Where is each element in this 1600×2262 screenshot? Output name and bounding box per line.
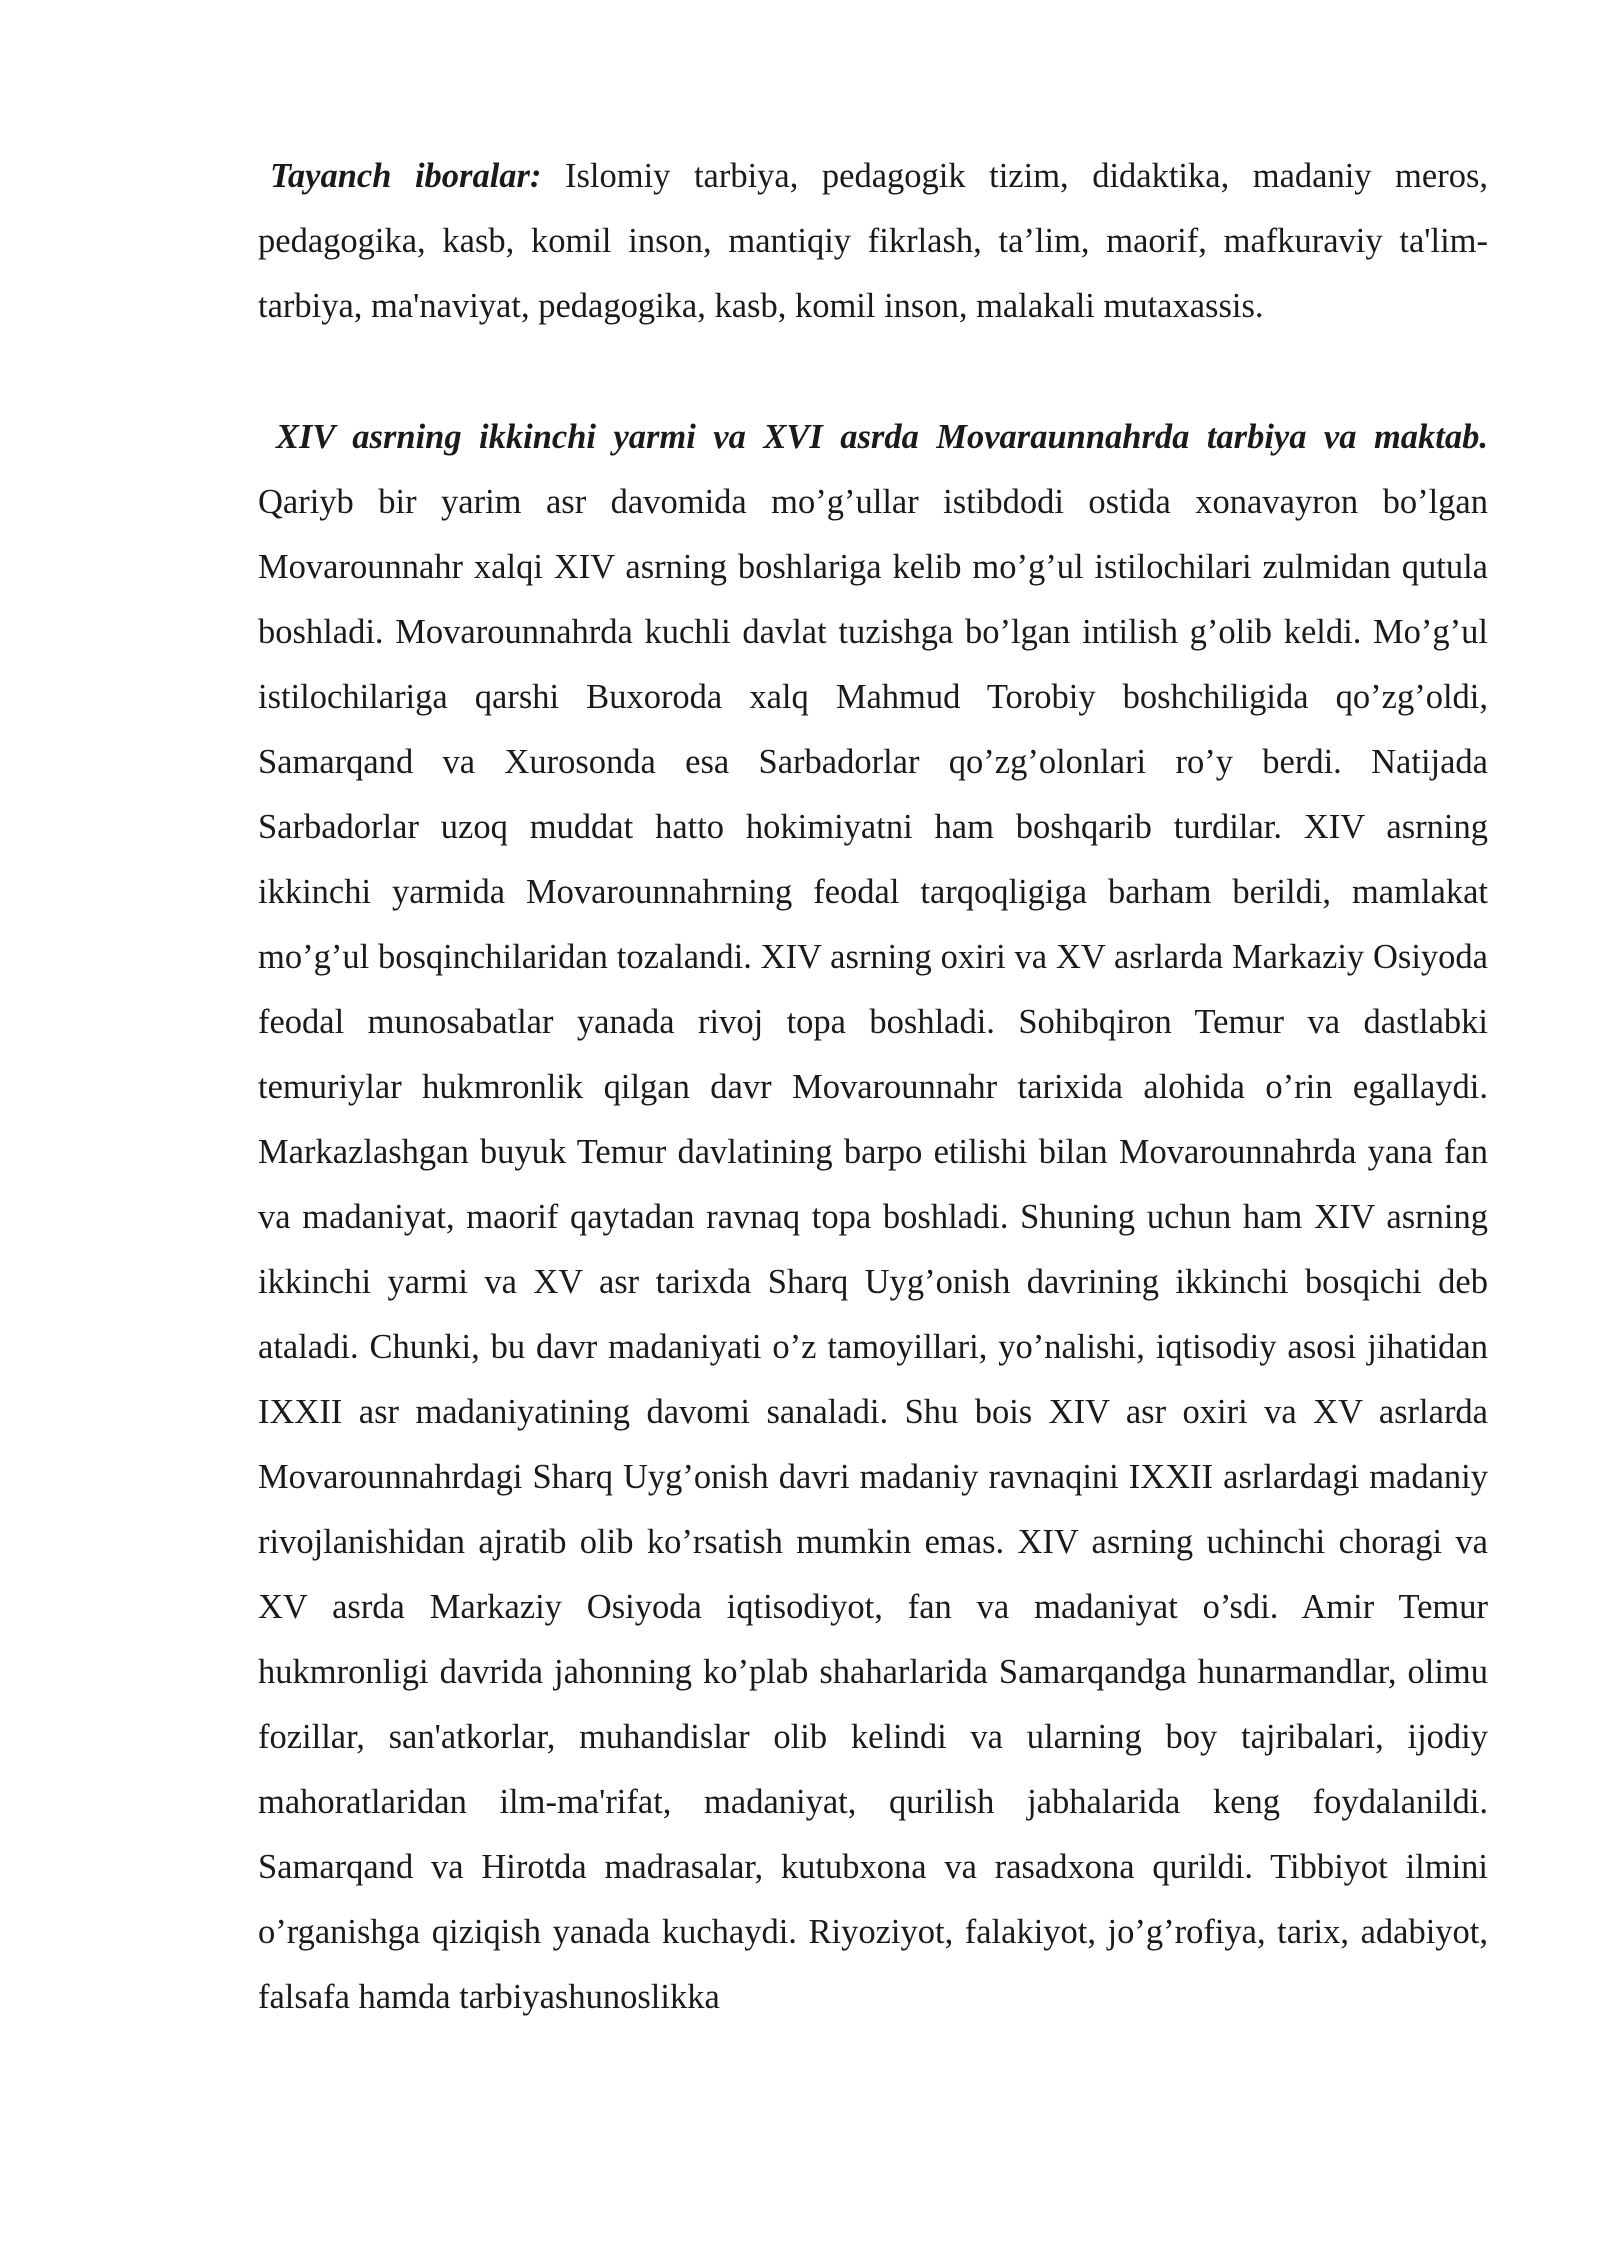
keywords-paragraph <box>258 144 1488 339</box>
keywords-label: Tayanch iboralar: <box>270 157 542 195</box>
section-body: Qariyb bir yarim asr davomida mo’g’ullar istibdodi ostida xonavayron bo’lgan Movarounnahr xalqi XIV asrning boshlariga kelib mo’g’ul istilochilari zulmidan qutula boshladi. Movarounnahrda kuchli davlat tuzishga bo’lgan intilish g’olib keldi. Mo’g’ul istilochilariga qarshi Buxoroda xalq Mahmud Torobiy boshchiligida qo’zg’oldi, Samarqand va Xurosonda esa Sarbadorlar qo’zg’olonlari ro’y berdi. Natijada Sarbadorlar uzoq muddat hatto hokimiyatni ham boshqarib turdilar. XIV asrning ikkinchi yarmida Movarounnahrning feodal tarqoqligiga barham berildi, mamlakat mo’g’ul bosqinchilaridan tozalandi. XIV asrning oxiri va XV asrlarda Markaziy Osiyoda feodal munosabatlar yanada rivoj topa boshladi. Sohibqiron Temur va dastlabki temuriylar hukmronlik qilgan davr Movarounnahr tarixida alohida o’rin egallaydi. Markazlashgan buyuk Temur davlatining barpo etilishi bilan Movarounnahrda yana fan va madaniyat, maorif qaytadan ravnaq topa boshladi. Shuning uchun ham XIV asrning ikkinchi yarmi va XV asr tarixda Sharq Uyg’onish davrining ikkinchi bosqichi deb ataladi. Chunki, bu davr madaniyati o’z tamoyillari, yo’nalishi, iqtisodiy asosi jihatidan IXXII asr madaniyatining davomi sanaladi. Shu bois XIV asr oxiri va XV asrlarda Movarounnahrdagi Sharq Uyg’onish davri madaniy ravnaqini IXXII asrlardagi madaniy rivojlanishidan ajratib olib ko’rsatish mumkin emas. XIV asrning uchinchi choragi va XV asrda Markaziy Osiyoda iqtisodiyot, fan va madaniyat o’sdi. Amir Temur hukmronligi davrida jahonning ko’plab shaharlarida Samarqandga hunarmandlar, olimu fozillar, san'atkorlar, muhandislar olib kelindi va ularning boy tajribalari, ijodiy mahoratlaridan ilm-ma'rifat, madaniyat, qurilish jabhalarida keng foydalanildi. Samarqand va Hirotda madrasalar, kutubxona va rasadxona qurildi. Tibbiyot ilmini o’rganishga qiziqish yanada kuchaydi. Riyoziyot, falakiyot, jo’g’rofiya, tarix, adabiyot, falsafa hamda tarbiyashunoslikka <box>258 483 1488 2016</box>
section-heading: XIV asrning ikkinchi yarmi va XVI asrda Movaraunnahrda tarbiya va maktab. <box>276 418 1488 456</box>
keywords-text: Islomiy tarbiya, pedagogik tizim, didaktika, madaniy meros, pedagogika, kasb, komil inson, mantiqiy fikrlash, ta’lim, maorif, mafkuraviy ta'lim-tarbiya, ma'naviyat, pedagogika, kasb, komil inson, malakali mutaxassis. <box>258 157 1488 325</box>
section-paragraph <box>258 405 1488 2030</box>
